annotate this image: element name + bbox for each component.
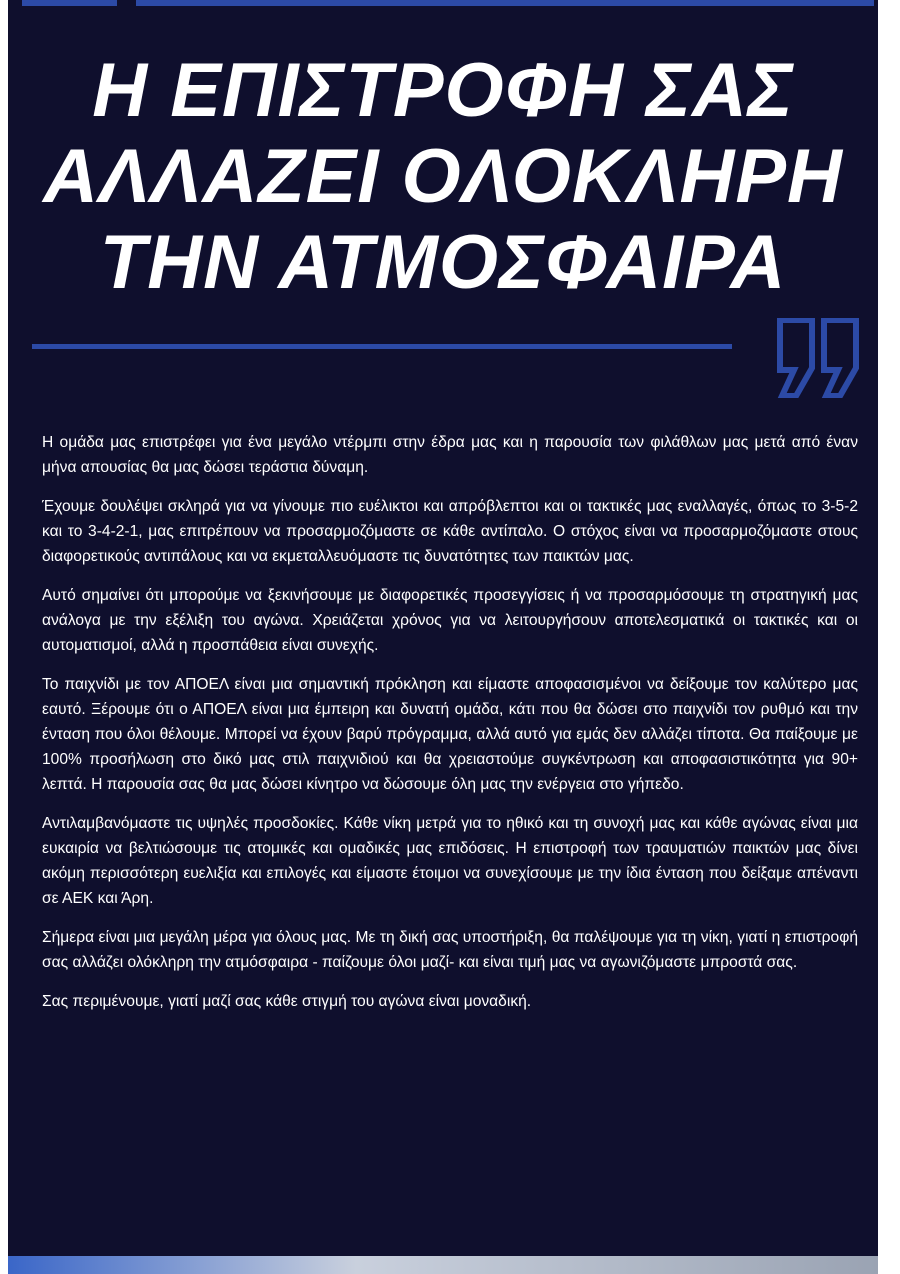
page-bottom-edge	[8, 1256, 878, 1274]
top-accent-bar-right	[136, 0, 874, 6]
headline	[8, 48, 878, 306]
top-accent-bar-left	[22, 0, 117, 6]
headline-line-3: ΤΗΝ ΑΤΜΟΣΦΑΙΡΑ	[99, 220, 787, 305]
paragraph-2: Έχουμε δουλέψει σκληρά για να γίνουμε πιο ευέλικτοι και απρόβλεπτοι και οι τακτικές μας εναλλαγές, όπως το 3-5-2 και το 3-4-2-1, μας επιτρέπουν να προσαρμοζόμαστε σε κάθε αντίπαλο. Ο στόχος είναι να προσαρμοζόμαστε στους διαφορετικούς αντιπάλους και να εκμεταλλευόμαστε τις δυνατότητες των παικτών μας.	[42, 498, 858, 565]
headline-line-2: ΑΛΛΑΖΕΙ ΟΛΟΚΛΗΡΗ	[43, 134, 843, 219]
article-body	[42, 430, 858, 1028]
headline-line-1: Η ΕΠΙΣΤΡΟΦΗ ΣΑΣ	[92, 48, 794, 133]
paragraph-7: Σας περιμένουμε, γιατί μαζί σας κάθε στιγμή του αγώνα είναι μοναδική.	[42, 993, 532, 1010]
paragraph-5: Αντιλαμβανόμαστε τις υψηλές προσδοκίες. Κάθε νίκη μετρά για το ηθικό και τη συνοχή μας και κάθε αγώνας είναι μια ευκαιρία να βελτιώσουμε τις ατομικές και ομαδικές μας επιδόσεις. Η επιστροφή των τραυματιών παικτών μας δίνει ακόμη περισσότερη ευελιξία και επιλογές και είμαστε έτοιμοι να συνεχίσουμε με την ίδια ένταση που δείξαμε απέναντι σε ΑΕΚ και Άρη.	[42, 815, 858, 907]
paragraph-6: Σήμερα είναι μια μεγάλη μέρα για όλους μας. Με τη δική σας υποστήριξη, θα παλέψουμε για τη νίκη, γιατί η επιστροφή σας αλλάζει ολόκληρη την ατμόσφαιρα - παίζουμε όλοι μαζί- και είναι τιμή μας να αγωνιζόμαστε μπροστά σας.	[42, 929, 858, 971]
headline-divider	[32, 344, 732, 349]
magazine-page	[8, 0, 878, 1256]
paragraph-1: Η ομάδα μας επιστρέφει για ένα μεγάλο ντέρμπι στην έδρα μας και η παρουσία των φιλάθλων μας μετά από έναν μήνα απουσίας θα μας δώσει τεράστια δύναμη.	[42, 434, 858, 476]
paragraph-3: Αυτό σημαίνει ότι μπορούμε να ξεκινήσουμε με διαφορετικές προσεγγίσεις ή να προσαρμόσουμε τη στρατηγική μας ανάλογα με την εξέλιξη του αγώνα. Χρειάζεται χρόνος για να λειτουργήσουν αποτελεσματικά οι τακτικές και οι αυτοματισμοί, αλλά η προσπάθεια είναι συνεχής.	[42, 587, 858, 654]
closing-quote-icon	[774, 318, 864, 398]
paragraph-4: Το παιχνίδι με τον ΑΠΟΕΛ είναι μια σημαντική πρόκληση και είμαστε αποφασισμένοι να δείξουμε τον καλύτερο μας εαυτό. Ξέρουμε ότι ο ΑΠΟΕΛ είναι μια έμπειρη και δυνατή ομάδα, κάτι που θα δώσει στο παιχνίδι τον ρυθμό και την ένταση που όλοι θέλουμε. Μπορεί να έχουν βαρύ πρόγραμμα, αλλά αυτό για εμάς δεν αλλάζει τίποτα. Θα παίξουμε με 100% προσήλωση στο δικό μας στιλ παιχνιδιού και θα χρειαστούμε συγκέντρωση και αποφασιστικότητα για 90+ λεπτά. Η παρουσία σας θα μας δώσει κίνητρο να δώσουμε όλη μας την ενέργεια στο γήπεδο.	[42, 676, 858, 793]
